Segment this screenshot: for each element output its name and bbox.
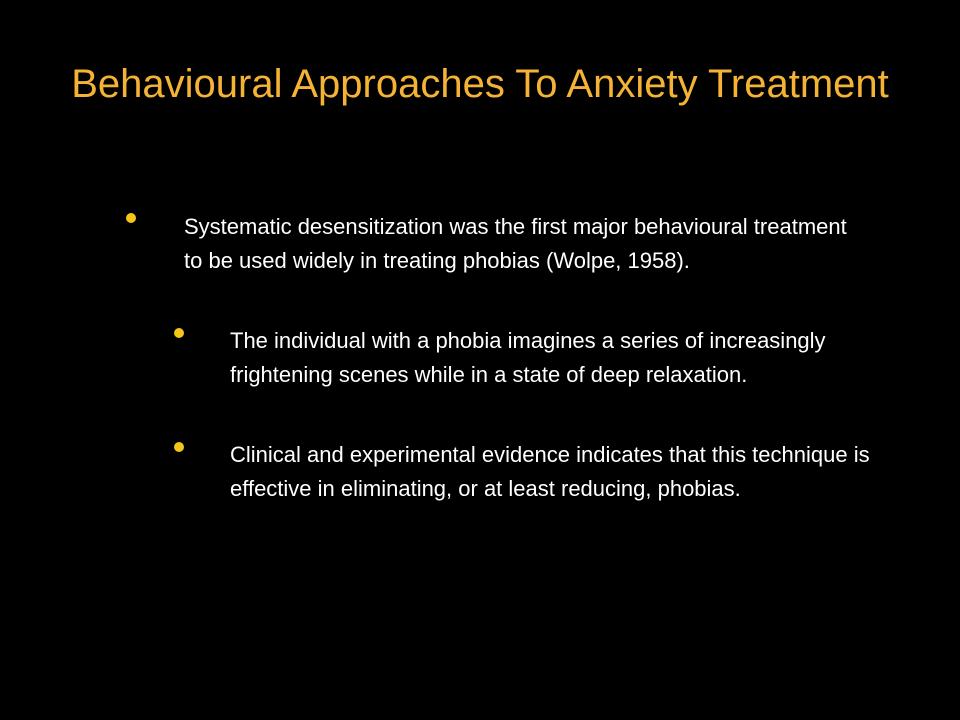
bullet-dot-icon [126,213,136,223]
sub-bullet-dot-icon [174,442,184,452]
sub-bullet-item: Clinical and experimental evidence indicates that this technique is effective in eliminating, or at least reducing, phobias. [230,442,870,501]
sub-bullet-item: The individual with a phobia imagines a series of increasingly frightening scenes while in a state of deep relaxation. [230,328,826,387]
sub-bullet-dot-icon [174,328,184,338]
bullet-item: Systematic desensitization was the first major behavioural treatment to be used widely in treating phobias (Wolpe, 1958). [184,214,847,273]
slide-title: Behavioural Approaches To Anxiety Treatment [71,62,889,106]
